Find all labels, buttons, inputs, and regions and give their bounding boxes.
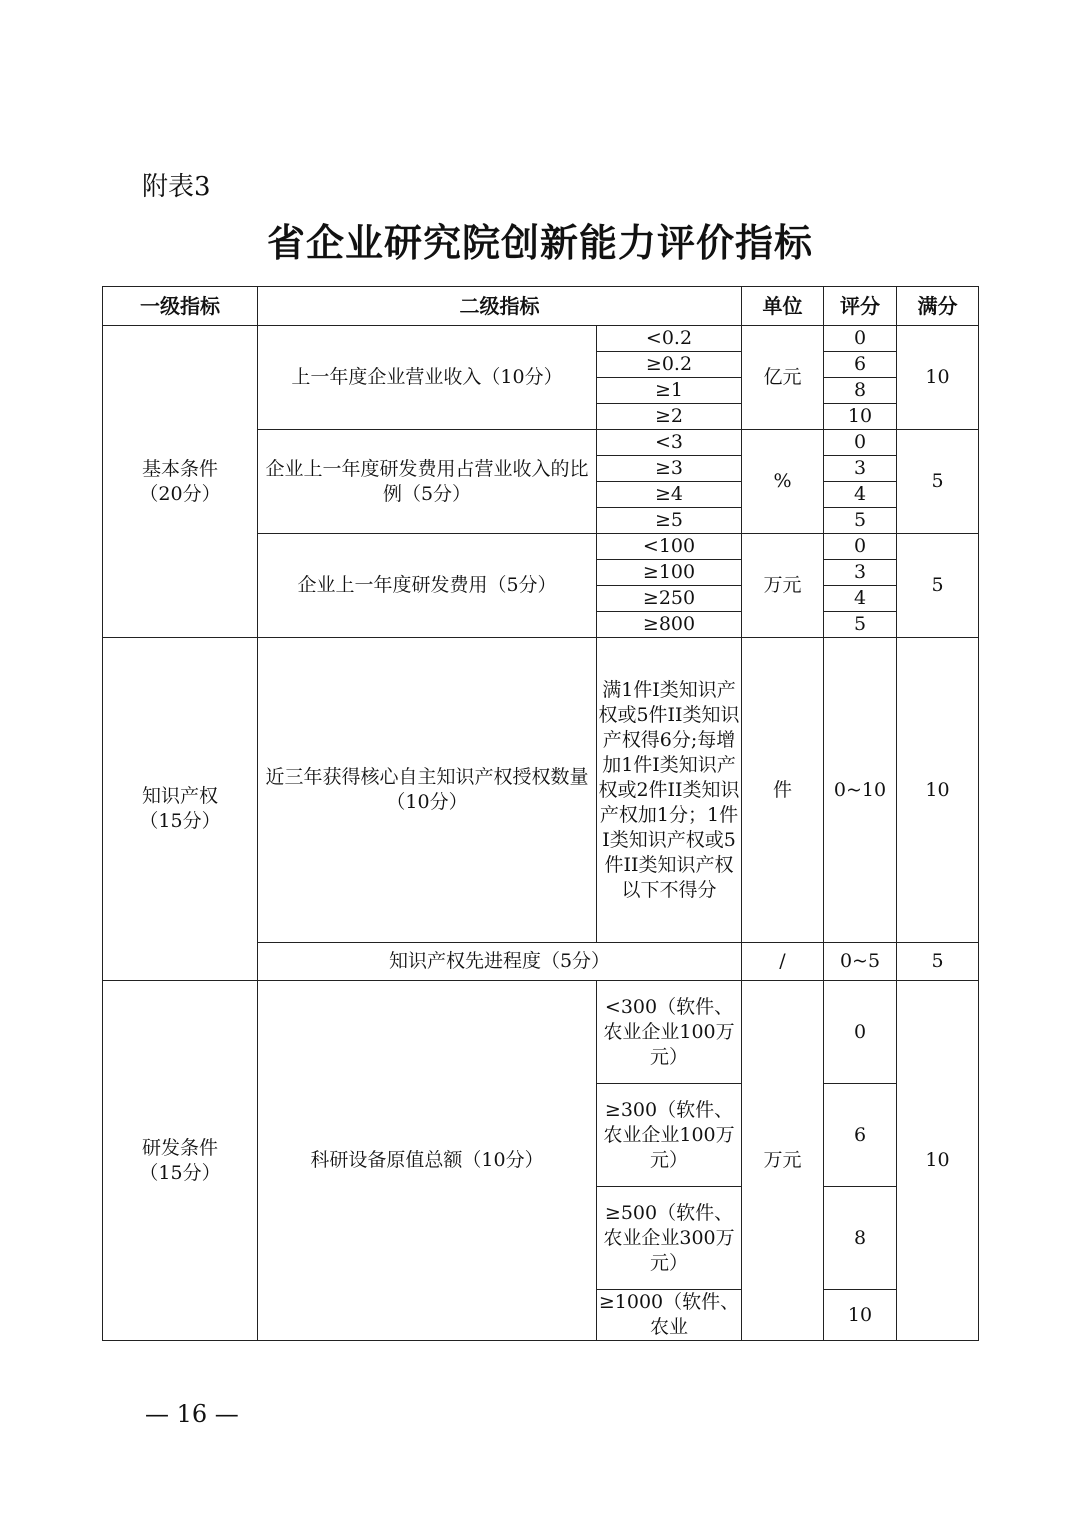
unit-cell: % (742, 430, 824, 534)
item-ip-advanced: 知识产权先进程度（5分） (258, 943, 742, 981)
score-cell: 3 (824, 456, 897, 482)
unit-cell: 亿元 (742, 326, 824, 430)
criterion-cell: 满1件I类知识产权或5件II类知识产权得6分;每增加1件I类知识产权或2件II类知识产权加1分；1件I类知识产权或5件II类知识产权以下不得分 (597, 638, 742, 943)
criterion-cell: ≥300（软件、农业企业100万元） (597, 1084, 742, 1187)
score-cell: 3 (824, 560, 897, 586)
score-cell: 0 (824, 981, 897, 1084)
score-cell: 0~5 (824, 943, 897, 981)
full-score-cell: 10 (897, 326, 979, 430)
score-cell: 8 (824, 378, 897, 404)
score-cell: 8 (824, 1187, 897, 1290)
criterion-cell: ≥5 (597, 508, 742, 534)
score-cell: 4 (824, 482, 897, 508)
score-cell: 0 (824, 534, 897, 560)
section-basic: 基本条件 （20分） (103, 326, 258, 638)
unit-cell: 件 (742, 638, 824, 943)
criterion-cell: ≥100 (597, 560, 742, 586)
section-ip: 知识产权 （15分） (103, 638, 258, 981)
full-score-cell: 5 (897, 943, 979, 981)
criterion-cell: ≥0.2 (597, 352, 742, 378)
table-row (103, 326, 979, 352)
full-score-cell: 5 (897, 534, 979, 638)
score-cell: 5 (824, 612, 897, 638)
item-rd-ratio: 企业上一年度研发费用占营业收入的比例（5分） (258, 430, 597, 534)
header-level1: 一级指标 (103, 287, 258, 326)
score-cell: 10 (824, 1290, 897, 1341)
criterion-cell: ≥500（软件、农业企业300万元） (597, 1187, 742, 1290)
header-full-score: 满分 (897, 287, 979, 326)
item-ip-count: 近三年获得核心自主知识产权授权数量（10分） (258, 638, 597, 943)
appendix-label: 附表3 (142, 172, 211, 202)
full-score-cell: 10 (897, 981, 979, 1341)
header-unit: 单位 (742, 287, 824, 326)
score-cell: 6 (824, 352, 897, 378)
unit-cell: 万元 (742, 534, 824, 638)
header-score: 评分 (824, 287, 897, 326)
table-row (103, 638, 979, 943)
score-cell: 0 (824, 326, 897, 352)
criterion-cell: ≥1000（软件、农业 (597, 1290, 742, 1341)
item-revenue: 上一年度企业营业收入（10分） (258, 326, 597, 430)
criterion-cell: ≥3 (597, 456, 742, 482)
criterion-cell: <0.2 (597, 326, 742, 352)
criterion-cell: ≥4 (597, 482, 742, 508)
header-level2: 二级指标 (258, 287, 742, 326)
criterion-cell: <3 (597, 430, 742, 456)
criterion-cell: ≥2 (597, 404, 742, 430)
criterion-cell: ≥1 (597, 378, 742, 404)
page-number: — 16 — (145, 1400, 239, 1428)
table-header-row (103, 287, 979, 326)
page-title: 省企业研究院创新能力评价指标 (266, 220, 813, 265)
indicator-table (102, 286, 979, 1341)
score-cell: 5 (824, 508, 897, 534)
item-rd-expense: 企业上一年度研发费用（5分） (258, 534, 597, 638)
unit-cell: 万元 (742, 981, 824, 1341)
section-rd-conditions: 研发条件 （15分） (103, 981, 258, 1341)
score-cell: 0 (824, 430, 897, 456)
criterion-cell: ≥250 (597, 586, 742, 612)
unit-cell: / (742, 943, 824, 981)
score-cell: 6 (824, 1084, 897, 1187)
criterion-cell: ≥800 (597, 612, 742, 638)
full-score-cell: 10 (897, 638, 979, 943)
criterion-cell: <100 (597, 534, 742, 560)
item-equipment: 科研设备原值总额（10分） (258, 981, 597, 1341)
full-score-cell: 5 (897, 430, 979, 534)
score-cell: 0~10 (824, 638, 897, 943)
table-row (103, 981, 979, 1084)
score-cell: 4 (824, 586, 897, 612)
score-cell: 10 (824, 404, 897, 430)
criterion-cell: <300（软件、农业企业100万元） (597, 981, 742, 1084)
